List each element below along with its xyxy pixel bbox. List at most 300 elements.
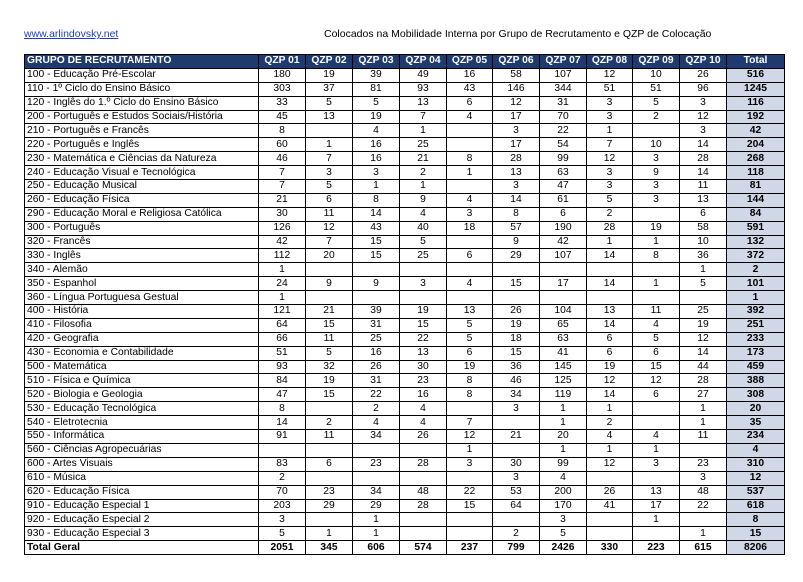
total-cell: 372 [727,249,785,263]
value-cell: 200 [540,485,587,499]
value-cell: 29 [353,499,400,513]
value-cell: 24 [259,277,306,291]
value-cell: 70 [540,110,587,124]
value-cell: 23 [680,457,727,471]
value-cell [587,291,633,305]
value-cell: 1 [680,263,727,277]
value-cell: 6 [633,346,680,360]
column-header: QZP 04 [400,55,447,69]
value-cell: 1 [540,402,587,416]
value-cell: 37 [306,82,353,96]
value-cell: 1 [680,527,727,541]
value-cell: 22 [447,485,493,499]
group-name-cell: 520 - Biologia e Geologia [25,388,259,402]
value-cell: 19 [353,110,400,124]
value-cell: 180 [259,68,306,82]
value-cell: 57 [493,221,540,235]
value-cell [400,263,447,277]
value-cell: 125 [540,374,587,388]
value-cell: 14 [493,193,540,207]
value-cell: 30 [259,207,306,221]
table-row [25,291,785,305]
value-cell: 1 [540,443,587,457]
value-cell [447,402,493,416]
column-header: QZP 09 [633,55,680,69]
value-cell [493,263,540,277]
value-cell: 1 [353,180,400,194]
group-name-cell: 910 - Educação Especial 1 [25,499,259,513]
total-cell: 81 [727,180,785,194]
value-cell: 14 [587,318,633,332]
value-cell: 7 [306,235,353,249]
value-cell: 58 [493,68,540,82]
value-cell: 26 [353,360,400,374]
value-cell: 29 [493,249,540,263]
value-cell [633,291,680,305]
value-cell: 112 [259,249,306,263]
total-cell: 192 [727,110,785,124]
value-cell: 13 [447,305,493,319]
value-cell [680,291,727,305]
value-cell: 26 [493,305,540,319]
total-cell: 8206 [727,541,785,555]
value-cell [587,263,633,277]
value-cell: 2 [587,207,633,221]
value-cell: 7 [306,152,353,166]
group-name-cell: 320 - Francês [25,235,259,249]
value-cell: 1 [400,124,447,138]
total-cell: 537 [727,485,785,499]
value-cell [353,263,400,277]
value-cell [447,471,493,485]
value-cell: 43 [447,82,493,96]
value-cell: 66 [259,332,306,346]
value-cell: 5 [400,235,447,249]
value-cell: 44 [680,360,727,374]
column-header: Total [727,55,785,69]
value-cell: 3 [680,96,727,110]
value-cell: 3 [353,166,400,180]
value-cell: 8 [447,374,493,388]
table-row [25,360,785,374]
total-cell: 84 [727,207,785,221]
value-cell: 1 [633,443,680,457]
value-cell: 15 [633,360,680,374]
value-cell: 1 [353,513,400,527]
table-row [25,249,785,263]
value-cell: 14 [680,166,727,180]
value-cell: 6 [306,193,353,207]
value-cell: 15 [306,318,353,332]
total-cell: 251 [727,318,785,332]
value-cell: 3 [633,180,680,194]
value-cell: 1 [587,124,633,138]
value-cell: 145 [540,360,587,374]
value-cell: 8 [259,402,306,416]
value-cell: 36 [680,249,727,263]
value-cell: 14 [587,249,633,263]
group-name-cell: 400 - História [25,305,259,319]
value-cell [633,527,680,541]
value-cell: 28 [680,152,727,166]
column-header: QZP 02 [306,55,353,69]
value-cell: 28 [400,457,447,471]
value-cell: 6 [306,457,353,471]
group-name-cell: 340 - Alemão [25,263,259,277]
value-cell: 237 [447,541,493,555]
total-cell: 35 [727,416,785,430]
value-cell [400,527,447,541]
table-row [25,263,785,277]
value-cell: 4 [633,318,680,332]
value-cell: 12 [633,374,680,388]
group-name-cell: 920 - Educação Especial 2 [25,513,259,527]
value-cell: 28 [400,499,447,513]
value-cell: 12 [587,152,633,166]
total-cell: 144 [727,193,785,207]
value-cell [633,402,680,416]
group-name-cell: 510 - Física e Química [25,374,259,388]
value-cell: 4 [587,430,633,444]
value-cell [447,124,493,138]
value-cell: 4 [447,110,493,124]
value-cell: 126 [259,221,306,235]
total-cell: 2 [727,263,785,277]
column-header: QZP 05 [447,55,493,69]
value-cell: 6 [680,207,727,221]
value-cell: 70 [259,485,306,499]
column-header: QZP 03 [353,55,400,69]
group-name-cell: 260 - Educação Física [25,193,259,207]
value-cell: 19 [306,68,353,82]
value-cell: 23 [353,457,400,471]
value-cell [680,443,727,457]
table-row [25,235,785,249]
value-cell [400,291,447,305]
value-cell: 1 [680,416,727,430]
column-header: QZP 06 [493,55,540,69]
value-cell: 3 [493,180,540,194]
value-cell: 2 [400,166,447,180]
value-cell: 6 [447,249,493,263]
table-row [25,138,785,152]
value-cell [633,207,680,221]
value-cell [447,138,493,152]
table-row [25,180,785,194]
group-name-cell: Total Geral [25,541,259,555]
group-name-cell: 410 - Filosofia [25,318,259,332]
value-cell: 34 [353,485,400,499]
value-cell: 61 [540,193,587,207]
total-cell: 173 [727,346,785,360]
value-cell: 64 [259,318,306,332]
value-cell [353,471,400,485]
value-cell: 99 [540,152,587,166]
total-cell: 392 [727,305,785,319]
value-cell: 5 [353,96,400,110]
page-header [24,28,784,42]
group-name-cell: 430 - Economia e Contabilidade [25,346,259,360]
value-cell: 13 [493,166,540,180]
value-cell: 7 [259,180,306,194]
value-cell: 2051 [259,541,306,555]
value-cell: 7 [447,416,493,430]
value-cell: 26 [587,485,633,499]
value-cell: 3 [306,166,353,180]
group-name-cell: 540 - Eletrotecnia [25,416,259,430]
value-cell: 30 [400,360,447,374]
value-cell: 11 [306,332,353,346]
value-cell: 3 [447,207,493,221]
value-cell: 2 [353,402,400,416]
value-cell: 1 [447,166,493,180]
value-cell [259,443,306,457]
value-cell: 21 [259,193,306,207]
value-cell: 26 [680,68,727,82]
value-cell: 47 [259,388,306,402]
value-cell: 19 [447,360,493,374]
value-cell: 19 [587,360,633,374]
total-cell: 591 [727,221,785,235]
value-cell: 6 [540,207,587,221]
value-cell: 10 [633,68,680,82]
value-cell: 2 [259,471,306,485]
value-cell [306,513,353,527]
total-cell: 4 [727,443,785,457]
value-cell: 19 [493,318,540,332]
value-cell: 3 [587,110,633,124]
group-name-cell: 420 - Geografia [25,332,259,346]
group-name-cell: 360 - Língua Portuguesa Gestual [25,291,259,305]
table-row [25,96,785,110]
value-cell: 22 [680,499,727,513]
value-cell: 303 [259,82,306,96]
value-cell: 7 [587,138,633,152]
group-name-cell: 120 - Inglês do 1.º Ciclo do Ensino Básico [25,96,259,110]
group-name-cell: 290 - Educação Moral e Religiosa Católica [25,207,259,221]
value-cell: 19 [306,374,353,388]
value-cell: 330 [587,541,633,555]
value-cell: 9 [306,277,353,291]
value-cell: 96 [680,82,727,96]
value-cell: 6 [587,346,633,360]
value-cell: 3 [633,152,680,166]
value-cell: 45 [259,110,306,124]
value-cell: 47 [540,180,587,194]
total-cell: 42 [727,124,785,138]
group-name-cell: 620 - Educação Física [25,485,259,499]
total-cell: 459 [727,360,785,374]
value-cell: 12 [587,457,633,471]
value-cell: 6 [447,96,493,110]
value-cell: 30 [493,457,540,471]
value-cell: 1 [633,277,680,291]
value-cell: 17 [540,277,587,291]
value-cell: 42 [259,235,306,249]
value-cell: 7 [259,166,306,180]
value-cell: 4 [400,416,447,430]
value-cell: 14 [680,346,727,360]
value-cell: 5 [633,96,680,110]
value-cell: 99 [540,457,587,471]
value-cell: 25 [353,332,400,346]
value-cell: 16 [353,138,400,152]
site-link[interactable]: www.arlindovsky.net [24,28,119,40]
value-cell: 1 [587,443,633,457]
value-cell: 14 [259,416,306,430]
table-row [25,166,785,180]
table-row [25,527,785,541]
value-cell: 93 [259,360,306,374]
value-cell: 21 [493,430,540,444]
value-cell: 60 [259,138,306,152]
value-cell: 11 [680,430,727,444]
value-cell [633,263,680,277]
value-cell: 63 [540,332,587,346]
value-cell: 4 [540,471,587,485]
group-name-cell: 230 - Matemática e Ciências da Natureza [25,152,259,166]
value-cell: 49 [400,68,447,82]
column-header: QZP 08 [587,55,633,69]
value-cell: 39 [353,68,400,82]
value-cell: 344 [540,82,587,96]
value-cell: 1 [633,235,680,249]
table-row [25,457,785,471]
value-cell: 33 [259,96,306,110]
value-cell: 5 [306,96,353,110]
value-cell: 3 [680,124,727,138]
value-cell: 20 [540,430,587,444]
value-cell: 13 [587,305,633,319]
value-cell: 13 [633,485,680,499]
value-cell: 9 [493,235,540,249]
value-cell [306,471,353,485]
grand-total-row [25,541,785,555]
table-row [25,513,785,527]
value-cell: 107 [540,249,587,263]
total-cell: 234 [727,430,785,444]
value-cell: 25 [400,249,447,263]
value-cell: 25 [680,305,727,319]
table-row [25,332,785,346]
value-cell: 83 [259,457,306,471]
value-cell: 12 [306,221,353,235]
value-cell: 2 [306,416,353,430]
group-name-cell: 350 - Espanhol [25,277,259,291]
value-cell: 1 [447,443,493,457]
value-cell: 8 [633,249,680,263]
value-cell: 6 [633,388,680,402]
value-cell: 42 [540,235,587,249]
value-cell: 8 [447,152,493,166]
value-cell: 14 [587,277,633,291]
value-cell [353,443,400,457]
value-cell: 1 [306,138,353,152]
value-cell: 6 [587,332,633,346]
value-cell: 93 [400,82,447,96]
value-cell: 1 [680,402,727,416]
value-cell: 18 [447,221,493,235]
value-cell: 17 [493,110,540,124]
table-row [25,443,785,457]
value-cell: 4 [400,402,447,416]
total-cell: 20 [727,402,785,416]
value-cell [306,124,353,138]
value-cell: 17 [633,499,680,513]
table-row [25,346,785,360]
value-cell: 11 [306,207,353,221]
value-cell [680,513,727,527]
value-cell: 12 [493,96,540,110]
value-cell: 12 [447,430,493,444]
value-cell: 15 [353,249,400,263]
total-cell: 268 [727,152,785,166]
value-cell [633,471,680,485]
value-cell [447,263,493,277]
value-cell [400,471,447,485]
value-cell [447,180,493,194]
group-name-cell: 220 - Português e Inglês [25,138,259,152]
value-cell: 5 [447,332,493,346]
value-cell: 5 [306,180,353,194]
value-cell: 12 [680,110,727,124]
value-cell: 51 [633,82,680,96]
value-cell: 28 [680,374,727,388]
table-row [25,277,785,291]
value-cell: 223 [633,541,680,555]
value-cell [493,416,540,430]
group-name-cell: 530 - Educação Tecnológica [25,402,259,416]
value-cell: 39 [353,305,400,319]
value-cell: 29 [306,499,353,513]
group-name-cell: 600 - Artes Visuais [25,457,259,471]
total-cell: 116 [727,96,785,110]
value-cell: 34 [353,430,400,444]
value-cell: 13 [680,193,727,207]
value-cell: 3 [493,124,540,138]
value-cell: 65 [540,318,587,332]
value-cell: 51 [259,346,306,360]
value-cell: 8 [353,193,400,207]
value-cell: 12 [587,374,633,388]
value-cell: 34 [493,388,540,402]
value-cell: 32 [306,360,353,374]
value-cell: 9 [353,277,400,291]
value-cell: 54 [540,138,587,152]
value-cell: 46 [259,152,306,166]
value-cell: 3 [259,513,306,527]
value-cell: 28 [587,221,633,235]
table-row [25,221,785,235]
value-cell: 7 [400,110,447,124]
value-cell: 9 [400,193,447,207]
value-cell [353,291,400,305]
value-cell [587,513,633,527]
column-header: QZP 07 [540,55,587,69]
value-cell: 25 [400,138,447,152]
total-cell: 1245 [727,82,785,96]
table-row [25,207,785,221]
value-cell: 2 [493,527,540,541]
value-cell: 16 [353,346,400,360]
value-cell: 119 [540,388,587,402]
value-cell: 41 [587,499,633,513]
value-cell: 13 [306,110,353,124]
value-cell: 28 [493,152,540,166]
total-cell: 101 [727,277,785,291]
group-name-cell: 930 - Educação Especial 3 [25,527,259,541]
value-cell: 1 [259,291,306,305]
